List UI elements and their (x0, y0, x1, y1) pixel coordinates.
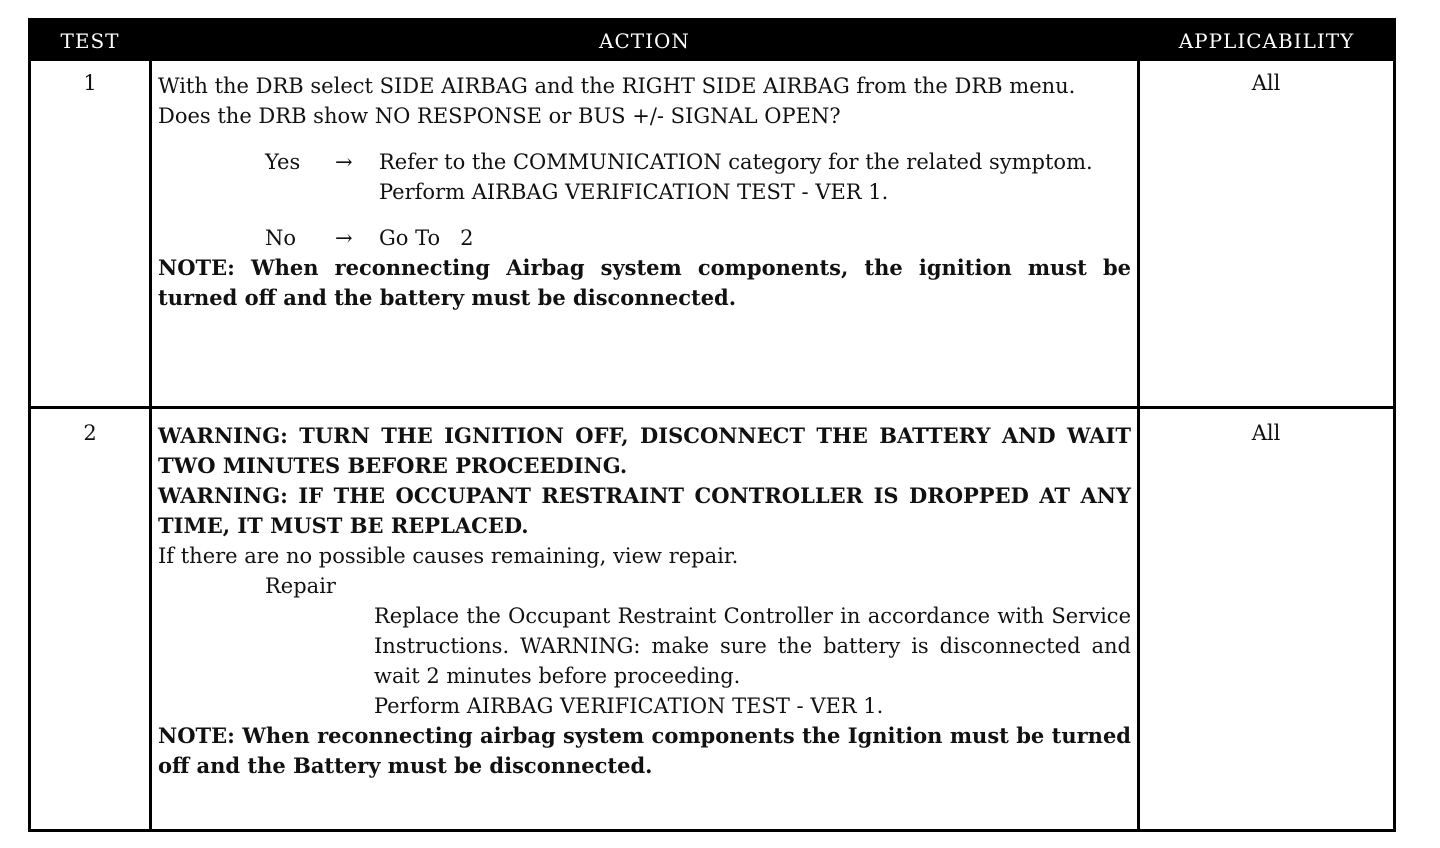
question-text: With the DRB select SIDE AIRBAG and the RIGHT SIDE AIRBAG from the DRB menu. (158, 74, 1076, 98)
warning-text: WARNING: TURN THE IGNITION OFF, DISCONNECT THE BATTERY AND WAIT TWO MINUTES BEFORE PROCEEDING. (158, 423, 1131, 478)
repair-label: Repair (265, 574, 336, 598)
table-header (31, 21, 1393, 61)
no-text: Go To 2 (379, 226, 474, 250)
yes-text: Refer to the COMMUNICATION category for the related symptom. (379, 150, 1093, 174)
column-divider (149, 21, 152, 829)
test-number: 1 (83, 71, 97, 95)
repair-perform: Perform AIRBAG VERIFICATION TEST - VER 1. (374, 694, 884, 718)
arrow-right-icon: → (335, 150, 353, 174)
applicability-value: All (1251, 421, 1281, 445)
no-label: No (265, 226, 297, 250)
note-text: NOTE: When reconnecting Airbag system components, the ignition must be turned off and the battery must be disconnected. (158, 255, 1131, 310)
header-applicability: APPLICABILITY (1178, 29, 1355, 53)
yes-label: Yes (265, 150, 301, 174)
question-text: Does the DRB show NO RESPONSE or BUS +/- SIGNAL OPEN? (158, 104, 841, 128)
header-action: ACTION (599, 29, 690, 53)
test-number: 2 (83, 421, 97, 445)
yes-perform: Perform AIRBAG VERIFICATION TEST - VER 1. (379, 180, 889, 204)
row-divider (31, 406, 1393, 409)
diagnostic-test-table (28, 18, 1396, 832)
repair-text: Replace the Occupant Restraint Controller in accordance with Service Instructions. WARNING: make sure the battery is disconnected and wait 2 minutes before proceeding. (374, 604, 1131, 688)
info-text: If there are no possible causes remaining, view repair. (158, 544, 739, 568)
warning-text: WARNING: IF THE OCCUPANT RESTRAINT CONTROLLER IS DROPPED AT ANY TIME, IT MUST BE REPLACED. (158, 483, 1131, 538)
arrow-right-icon: → (335, 226, 353, 250)
yes-option (265, 147, 1131, 207)
action-cell (158, 421, 1131, 781)
repair-section (158, 601, 1131, 721)
note-text: NOTE: When reconnecting airbag system components the Ignition must be turned off and the Battery must be disconnected. (158, 723, 1131, 778)
applicability-value: All (1251, 71, 1281, 95)
action-cell (158, 71, 1131, 313)
header-test: TEST (60, 29, 120, 53)
no-option (265, 223, 1131, 253)
